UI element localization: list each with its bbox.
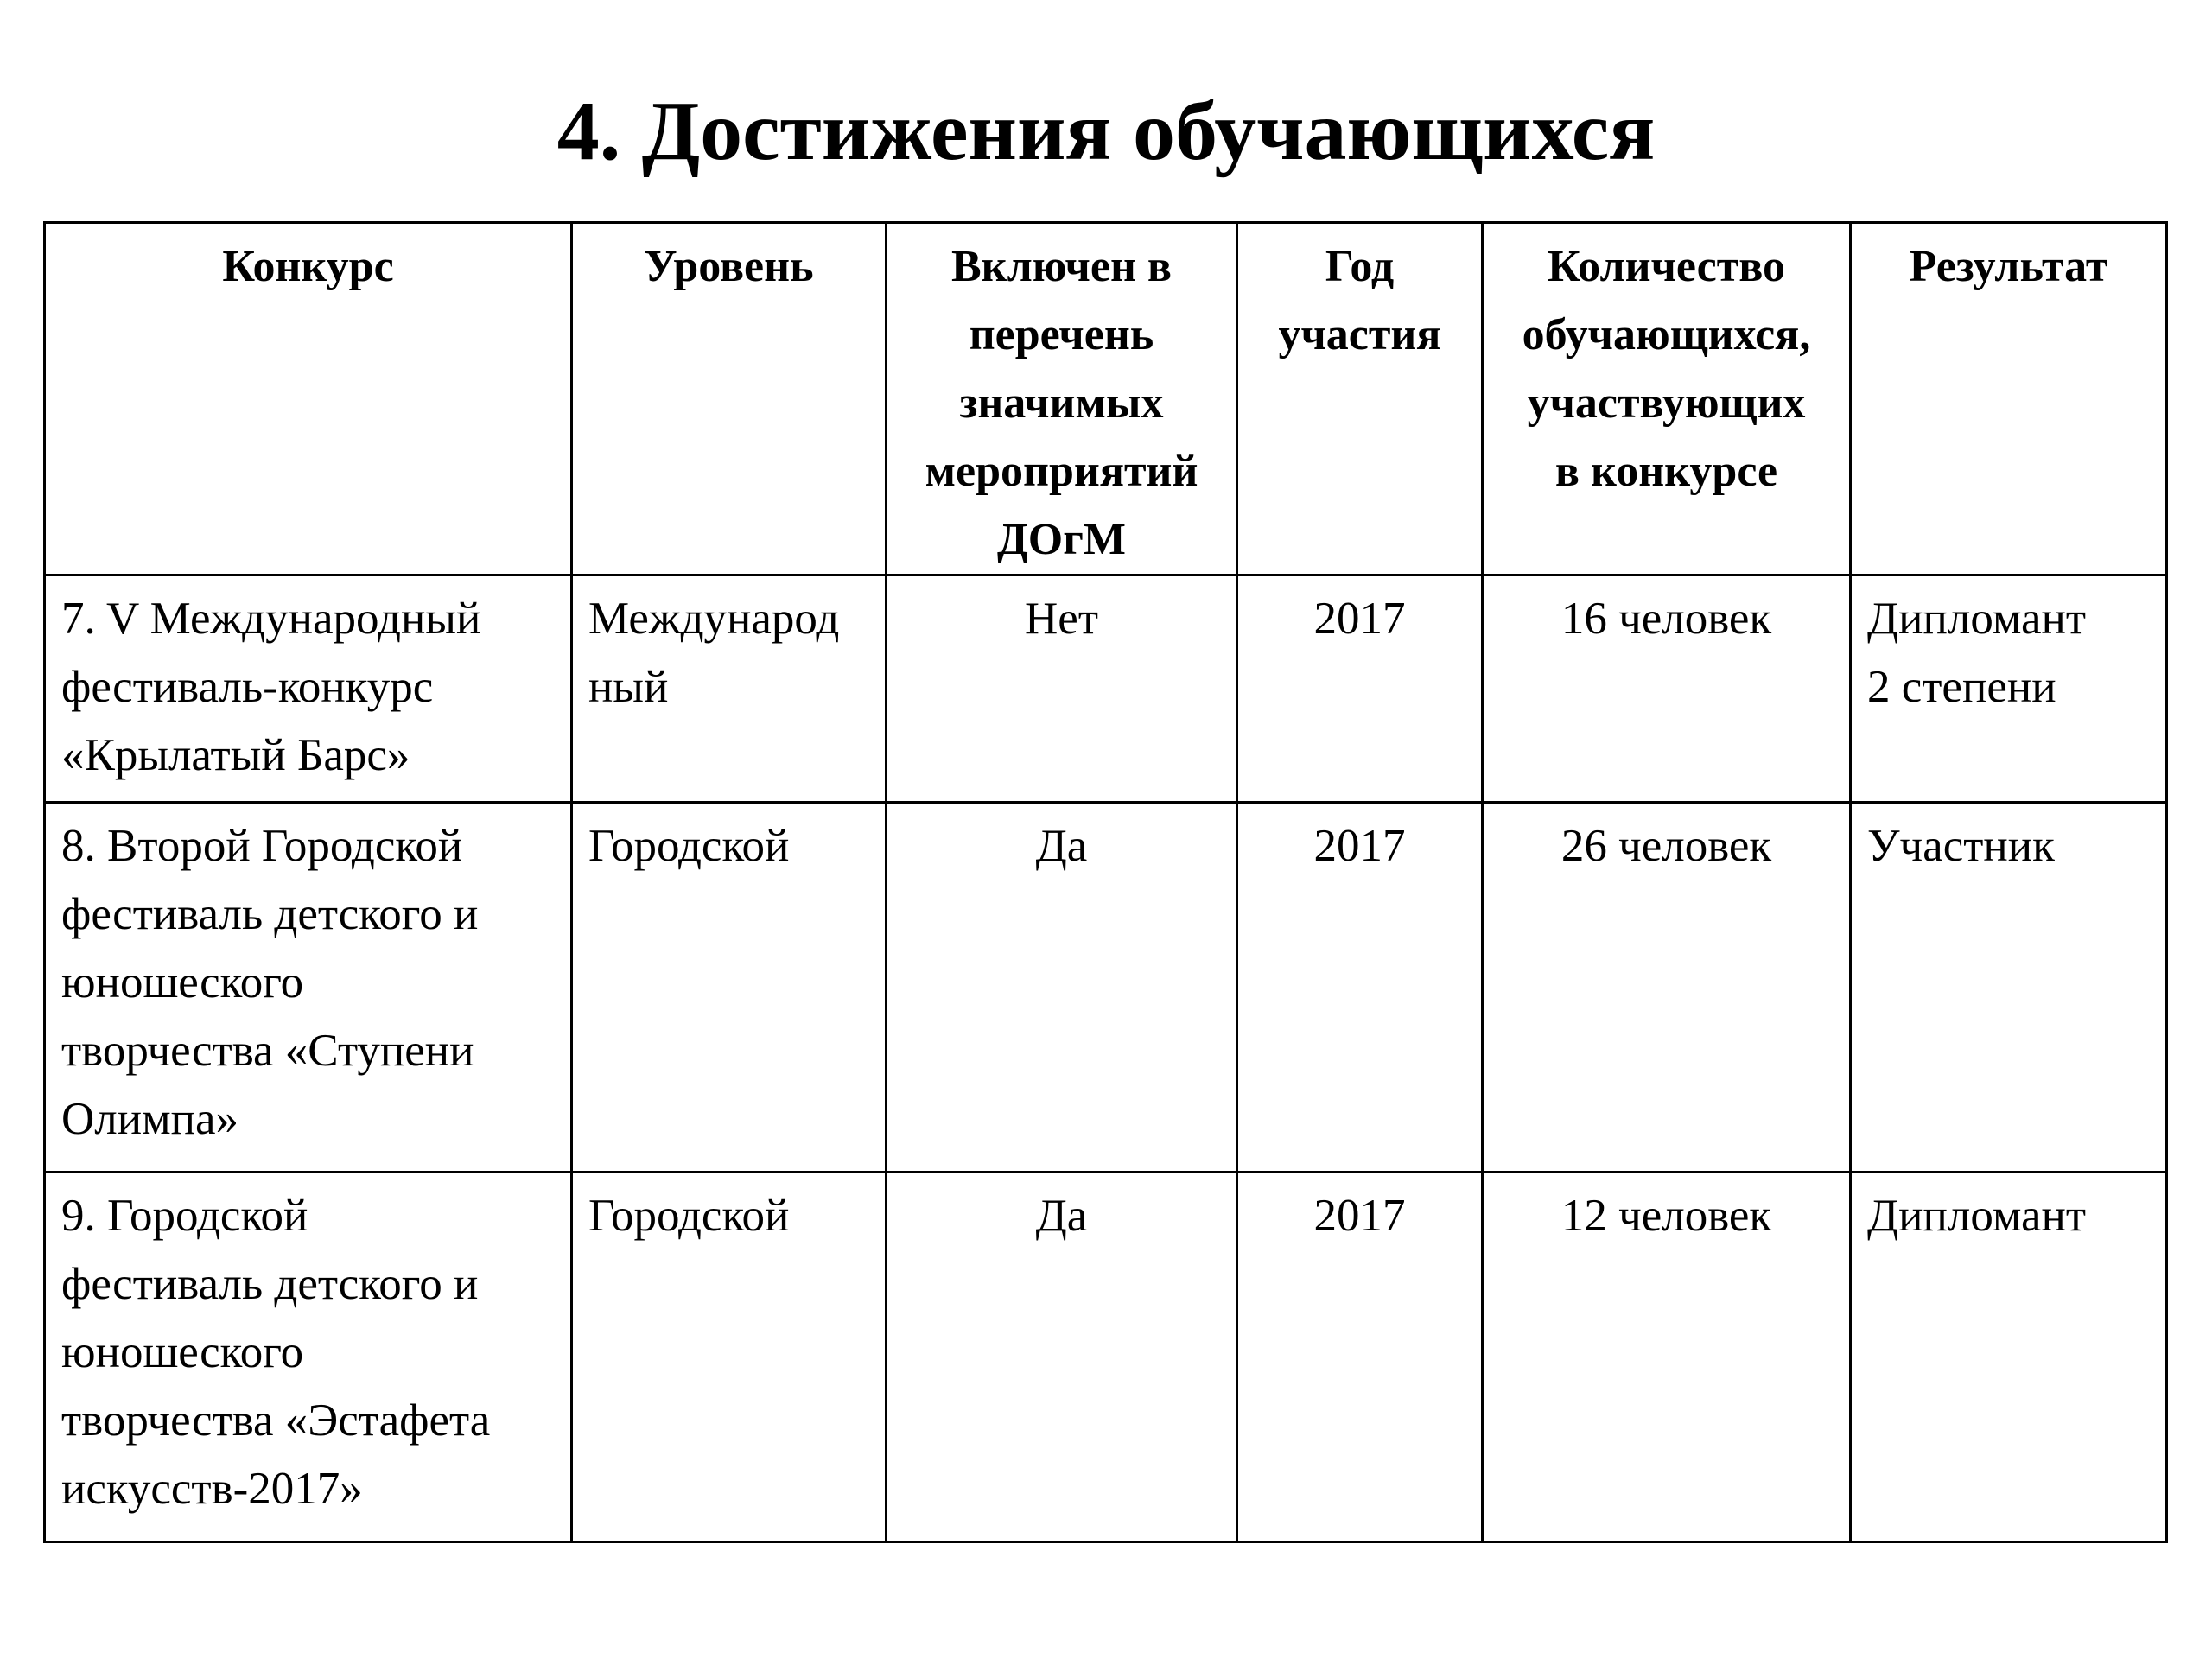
page-title: 4. Достижения обучающихся [556, 85, 1656, 178]
cell-result: Дипломант 2 степени [1851, 575, 2167, 803]
cell-contest: 9. Городской фестиваль детского и юношеского творчества «Эстафета искусств-2017» [45, 1173, 572, 1542]
table-header-row [45, 223, 2167, 575]
header-contest: Конкурс [45, 223, 572, 575]
cell-included: Нет [887, 575, 1237, 803]
cell-year: 2017 [1237, 575, 1483, 803]
cell-count: 26 человек [1483, 803, 1851, 1173]
cell-contest: 7. V Международный фестиваль-конкурс «Крылатый Барс» [45, 575, 572, 803]
cell-level: Городской [572, 1173, 887, 1542]
cell-year: 2017 [1237, 803, 1483, 1173]
cell-result: Участник [1851, 803, 2167, 1173]
cell-level: Городской [572, 803, 887, 1173]
cell-contest: 8. Второй Городской фестиваль детского и юношеского творчества «Ступени Олимпа» [45, 803, 572, 1173]
table-row [45, 1173, 2167, 1542]
header-level: Уровень [572, 223, 887, 575]
header-year: Год участия [1237, 223, 1483, 575]
cell-included: Да [887, 1173, 1237, 1542]
cell-included: Да [887, 803, 1237, 1173]
cell-result: Дипломант [1851, 1173, 2167, 1542]
header-count: Количество обучающихся, участвующих в конкурсе [1483, 223, 1851, 575]
header-result: Результат [1851, 223, 2167, 575]
cell-level: Международ ный [572, 575, 887, 803]
achievements-table [43, 221, 2168, 1543]
cell-year: 2017 [1237, 1173, 1483, 1542]
table-row [45, 575, 2167, 803]
header-included: Включен в перечень значимых мероприятий ДОгМ [887, 223, 1237, 575]
table-row [45, 803, 2167, 1173]
cell-count: 12 человек [1483, 1173, 1851, 1542]
cell-count: 16 человек [1483, 575, 1851, 803]
